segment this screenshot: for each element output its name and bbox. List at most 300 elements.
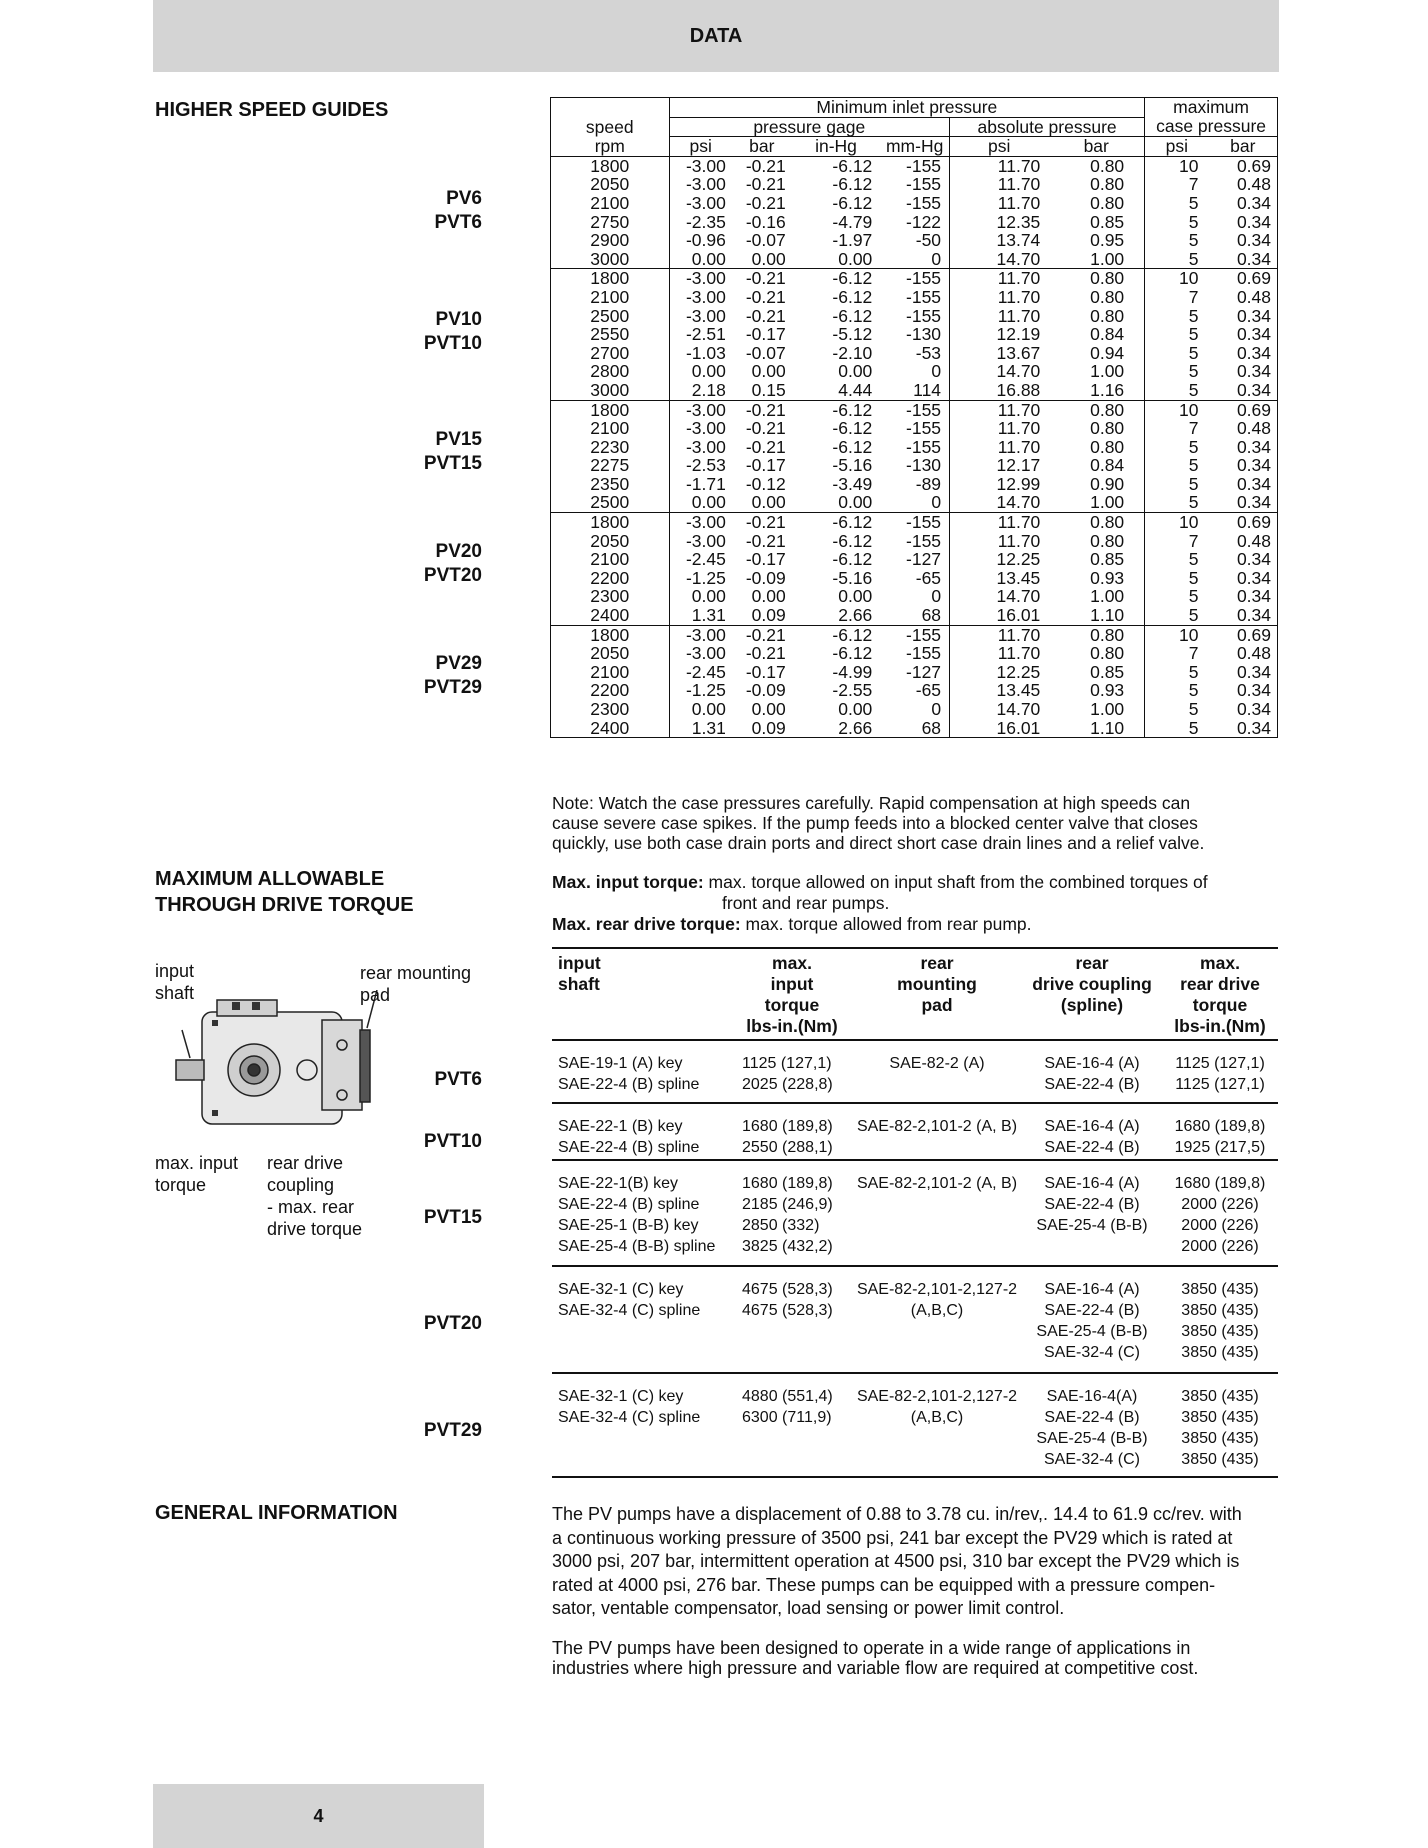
case-psi-header: psi xyxy=(1145,137,1209,157)
speed-cell: -0.17 xyxy=(745,324,786,345)
speed-cell: -6.12 xyxy=(792,400,881,419)
speed-cell: 5 xyxy=(1188,473,1199,494)
speed-row xyxy=(551,288,1278,307)
speed-cell: 11.70 xyxy=(950,288,1049,307)
speed-cell: 11.70 xyxy=(950,156,1049,175)
speed-row xyxy=(551,325,1278,344)
speed-row xyxy=(551,700,1278,719)
speed-cell: 2400 xyxy=(551,719,670,738)
speed-cell: 12.19 xyxy=(950,325,1049,344)
speed-cell: 1.31 xyxy=(669,606,732,625)
cell-line: SAE-22-4 (B) spline xyxy=(558,1139,700,1156)
abs-bar-header: bar xyxy=(1048,137,1144,157)
cell-line: SAE-82-2,101-2,127-2 xyxy=(856,1281,1018,1298)
speed-row xyxy=(551,400,1278,419)
speed-cell: 0 xyxy=(931,492,942,513)
speed-cell: -6.12 xyxy=(792,625,881,644)
speed-cell: 11.70 xyxy=(950,532,1049,551)
speed-cell: -6.12 xyxy=(832,418,873,439)
speed-cell: 0.80 xyxy=(1048,625,1144,644)
speed-cell: -0.09 xyxy=(745,680,786,701)
psi-header: psi xyxy=(669,137,732,157)
speed-cell: -89 xyxy=(915,473,942,494)
speed-cell: 0.00 xyxy=(751,699,786,719)
speed-cell: 0.48 xyxy=(1209,175,1278,194)
input-shaft-label: input shaft xyxy=(155,961,195,1003)
speed-cell: 10 xyxy=(1145,625,1209,644)
speed-cell: 0.00 xyxy=(669,587,732,606)
speed-cell: 0.34 xyxy=(1209,550,1278,569)
speed-cell: 2100 xyxy=(551,419,670,438)
page-number: 4 xyxy=(313,1805,324,1826)
speed-cell: -6.12 xyxy=(792,513,881,532)
header-title: DATA xyxy=(689,24,743,47)
torque-cell xyxy=(1164,1386,1276,1470)
speed-cell: -6.12 xyxy=(832,305,873,326)
speed-cell: -0.21 xyxy=(745,286,786,307)
speed-cell: -50 xyxy=(915,230,942,251)
cell-line: SAE-22-4 (B) xyxy=(1044,1302,1140,1319)
speed-cell: 0.34 xyxy=(1209,362,1278,381)
speed-cell: 0.34 xyxy=(1209,307,1278,326)
speed-cell: 11.70 xyxy=(950,175,1049,194)
header-rear-drive-coupling xyxy=(1022,949,1162,1016)
speed-cell: 16.01 xyxy=(950,606,1049,625)
speed-cell: 16.01 xyxy=(950,719,1049,738)
speed-cell: 1800 xyxy=(551,625,670,644)
speed-cell: -0.21 xyxy=(745,436,786,457)
speed-cell: -2.45 xyxy=(669,663,732,682)
speed-cell: 0.80 xyxy=(1048,438,1144,457)
header-line: torque xyxy=(1192,995,1248,1015)
speed-cell: 0.34 xyxy=(1209,456,1278,475)
speed-cell: -155 xyxy=(906,192,942,213)
torque-cell xyxy=(852,1053,1022,1074)
speed-row xyxy=(551,438,1278,457)
speed-cell: 2100 xyxy=(551,550,670,569)
speed-cell: 1.10 xyxy=(1048,606,1144,625)
torque-table-header xyxy=(552,947,1278,1041)
cell-line: 2000 (226) xyxy=(1181,1238,1259,1255)
torque-table-body xyxy=(552,1041,1278,1478)
speed-cell: 0.00 xyxy=(838,586,873,607)
paragraph-line: The PV pumps have a displacement of 0.88 to 3.78 cu. in/rev,. 14.4 to 61.9 cc/rev. with xyxy=(552,1504,1242,1524)
speed-cell: 5 xyxy=(1188,549,1199,570)
speed-cell: -0.96 xyxy=(669,231,732,250)
speed-cell: 11.70 xyxy=(950,419,1049,438)
speed-cell: 2050 xyxy=(551,175,670,194)
speed-cell: 0.34 xyxy=(1209,438,1278,457)
speed-cell: -3.00 xyxy=(669,644,732,663)
speed-row xyxy=(551,419,1278,438)
input-torque-text: max. torque allowed on input shaft from the combined torques of xyxy=(708,872,1208,892)
speed-row xyxy=(551,569,1278,588)
speed-cell: 14.70 xyxy=(950,700,1049,719)
speed-row xyxy=(551,269,1278,288)
rear-drive-coupling-label: rear drive coupling - max. rear drive torque xyxy=(267,1153,363,1239)
torque-model-label: PVT6 xyxy=(434,1069,482,1090)
speed-cell: -2.45 xyxy=(669,550,732,569)
section-title-speed-guides: HIGHER SPEED GUIDES xyxy=(155,99,389,121)
speed-cell: -3.00 xyxy=(669,156,732,175)
cell-line: SAE-22-4 (B) xyxy=(1044,1076,1140,1093)
speed-cell: 11.70 xyxy=(950,513,1049,532)
speed-cell: -0.21 xyxy=(745,643,786,664)
speed-row xyxy=(551,362,1278,381)
speed-cell: 5 xyxy=(1188,661,1199,682)
speed-row xyxy=(551,344,1278,363)
speed-cell: -1.25 xyxy=(669,681,732,700)
torque-model-label: PVT20 xyxy=(423,1313,482,1334)
speed-cell: 0 xyxy=(931,586,942,607)
torque-title-line: THROUGH DRIVE TORQUE xyxy=(155,894,414,916)
header-line: input xyxy=(558,953,601,973)
cell-line: SAE-16-4 (A) xyxy=(1044,1055,1140,1072)
speed-cell: -2.51 xyxy=(669,325,732,344)
cell-line: SAE-16-4(A) xyxy=(1046,1388,1138,1405)
speed-cell: -127 xyxy=(906,661,942,682)
cell-line: SAE-32-1 (C) key xyxy=(558,1388,684,1405)
cell-line: 1680 (189,8) xyxy=(1174,1118,1266,1135)
speed-row xyxy=(551,663,1278,682)
page-header xyxy=(153,0,1279,72)
speed-cell: 2750 xyxy=(551,213,670,232)
speed-cell: -6.12 xyxy=(832,530,873,551)
header-line: rear xyxy=(920,953,954,973)
torque-cell xyxy=(742,1279,842,1321)
speed-cell: 7 xyxy=(1188,174,1199,195)
rear-mounting-pad-label: rear mounting pad xyxy=(360,963,472,1005)
cell-line: SAE-16-4 (A) xyxy=(1044,1118,1140,1135)
torque-cell xyxy=(558,1116,748,1158)
speed-cell: -155 xyxy=(906,174,942,195)
torque-cell xyxy=(1022,1386,1162,1470)
cell-line: 2000 (226) xyxy=(1181,1196,1259,1213)
speed-cell: -155 xyxy=(906,418,942,439)
speed-cell: 0.69 xyxy=(1209,513,1278,532)
speed-cell: -53 xyxy=(915,342,942,363)
speed-cell: -5.16 xyxy=(832,567,873,588)
speed-cell: 2050 xyxy=(551,644,670,663)
torque-definitions xyxy=(552,872,1208,935)
cell-line: SAE-25-4 (B-B) xyxy=(1036,1217,1148,1234)
cell-line: 3850 (435) xyxy=(1181,1323,1259,1340)
cell-line: SAE-82-2,101-2 (A, B) xyxy=(856,1118,1018,1135)
speed-cell: 0.85 xyxy=(1048,663,1144,682)
speed-row xyxy=(551,493,1278,512)
speed-cell: 0.93 xyxy=(1048,681,1144,700)
header-line: torque xyxy=(764,995,820,1015)
speed-cell: 11.70 xyxy=(950,644,1049,663)
speed-row xyxy=(551,532,1278,551)
speed-cell: 4.44 xyxy=(838,379,873,400)
paragraph-line: industries where high pressure and variable flow are required at competitive cost. xyxy=(552,1658,1199,1678)
speed-cell: 5 xyxy=(1188,436,1199,457)
general-paragraph-1 xyxy=(552,1503,1280,1621)
speed-cell: 0.34 xyxy=(1209,587,1278,606)
speed-cell: 5 xyxy=(1188,586,1199,607)
speed-cell: -2.10 xyxy=(832,342,873,363)
cell-line: SAE-25-4 (B-B) xyxy=(1036,1323,1148,1340)
cell-line: 2185 (246,9) xyxy=(742,1196,833,1213)
speed-cell: 12.99 xyxy=(950,475,1049,494)
cell-line: 2000 (226) xyxy=(1181,1217,1259,1234)
pump-illustration xyxy=(172,990,407,1165)
cell-line: 2850 (332) xyxy=(742,1217,820,1234)
speed-cell: 5 xyxy=(1188,324,1199,345)
cell-line: (A,B,C) xyxy=(910,1302,964,1319)
torque-cell xyxy=(1022,1173,1162,1236)
speed-cell: 0.80 xyxy=(1048,269,1144,288)
speed-cell: 1.00 xyxy=(1048,493,1144,512)
cell-line: 4675 (528,3) xyxy=(742,1302,833,1319)
torque-model-label: PVT15 xyxy=(423,1207,482,1228)
bar-header: bar xyxy=(732,137,792,157)
speed-cell: -0.21 xyxy=(732,513,792,532)
torque-cell xyxy=(742,1116,842,1158)
speed-cell: 13.45 xyxy=(950,681,1049,700)
header-line: (spline) xyxy=(1060,995,1124,1015)
speed-cell: 14.70 xyxy=(950,493,1049,512)
speed-cell: 0.69 xyxy=(1209,156,1278,175)
speed-cell: -4.79 xyxy=(832,211,873,232)
speed-cell: -0.21 xyxy=(745,305,786,326)
header-line: pad xyxy=(921,995,953,1015)
cell-line: SAE-22-4 (B) spline xyxy=(558,1076,700,1093)
header-line: lbs-in.(Nm) xyxy=(746,1016,838,1036)
speed-cell: 2500 xyxy=(551,307,670,326)
header-line: drive coupling xyxy=(1032,974,1152,994)
speed-cell: 2500 xyxy=(551,493,670,512)
speed-cell: 7 xyxy=(1188,643,1199,664)
speed-row xyxy=(551,456,1278,475)
speed-cell: 0.80 xyxy=(1048,644,1144,663)
speed-cell: -155 xyxy=(906,530,942,551)
speed-cell: -0.21 xyxy=(732,269,792,288)
speed-cell: 1.16 xyxy=(1048,381,1144,400)
speed-cell: 5 xyxy=(1145,719,1209,738)
cell-line: SAE-25-4 (B-B) xyxy=(1036,1430,1148,1447)
speed-cell: 0.34 xyxy=(1209,569,1278,588)
speed-cell: -1.03 xyxy=(669,344,732,363)
speed-cell: -3.49 xyxy=(832,473,873,494)
speed-cell: 1.00 xyxy=(1048,250,1144,269)
header-line: mounting xyxy=(897,974,977,994)
speed-cell: -155 xyxy=(880,400,949,419)
speed-cell: 0.34 xyxy=(1209,231,1278,250)
speed-cell: 10 xyxy=(1145,156,1209,175)
speed-cell: 2550 xyxy=(551,325,670,344)
speed-cell: -3.00 xyxy=(669,513,732,532)
case-pressure-header: case pressure xyxy=(1145,117,1278,137)
speed-cell: 5 xyxy=(1188,342,1199,363)
speed-cell: 10 xyxy=(1145,400,1209,419)
speed-cell: -6.12 xyxy=(832,192,873,213)
speed-cell: -130 xyxy=(906,324,942,345)
speed-cell: -6.12 xyxy=(832,436,873,457)
speed-cell: 0.34 xyxy=(1209,194,1278,213)
case-pressure-note xyxy=(552,793,1204,853)
cell-line: SAE-25-1 (B-B) key xyxy=(558,1217,699,1234)
speed-cell: 0.34 xyxy=(1209,213,1278,232)
speed-cell: 2400 xyxy=(551,606,670,625)
min-inlet-header: Minimum inlet pressure xyxy=(669,98,1145,118)
speed-cell: 5 xyxy=(1188,211,1199,232)
section-title-torque xyxy=(155,866,414,918)
cell-line: SAE-32-4 (C) xyxy=(1043,1344,1141,1361)
speed-cell: 0.34 xyxy=(1209,493,1278,512)
torque-group xyxy=(552,1267,1278,1374)
speed-cell: 2900 xyxy=(551,231,670,250)
speed-cell: 0.15 xyxy=(751,379,786,400)
input-torque-text-cont: front and rear pumps. xyxy=(722,893,890,913)
cell-line: 3850 (435) xyxy=(1181,1430,1259,1447)
torque-cell xyxy=(558,1173,748,1257)
speed-cell: 2800 xyxy=(551,362,670,381)
cell-line: 2550 (288,1) xyxy=(742,1139,833,1156)
input-torque-label: Max. input torque: xyxy=(552,872,704,892)
speed-cell: -0.21 xyxy=(732,400,792,419)
speed-cell: 2100 xyxy=(551,288,670,307)
speed-cell: 16.88 xyxy=(950,381,1049,400)
speed-cell: 0.69 xyxy=(1209,625,1278,644)
speed-cell: 0.34 xyxy=(1209,681,1278,700)
case-bar-header: bar xyxy=(1209,137,1278,157)
speed-cell: 0.34 xyxy=(1209,475,1278,494)
model-name: PVT15 xyxy=(423,453,482,475)
speed-cell: -0.21 xyxy=(745,418,786,439)
speed-cell: -0.21 xyxy=(745,192,786,213)
speed-cell: 0.94 xyxy=(1048,344,1144,363)
cell-line: 2025 (228,8) xyxy=(742,1076,833,1093)
speed-cell: 0.48 xyxy=(1209,419,1278,438)
rear-torque-label: Max. rear drive torque: xyxy=(552,914,741,934)
speed-cell: 0.00 xyxy=(669,493,732,512)
speed-cell: 1800 xyxy=(551,269,670,288)
speed-cell: -0.17 xyxy=(745,455,786,476)
speed-cell: 5 xyxy=(1188,699,1199,719)
cell-line: 3850 (435) xyxy=(1181,1451,1259,1468)
speed-cell: -0.21 xyxy=(745,174,786,195)
speed-cell: -0.07 xyxy=(745,342,786,363)
header-line: max. xyxy=(772,953,812,973)
speed-cell: 7 xyxy=(1188,530,1199,551)
speed-cell: 0 xyxy=(931,248,942,269)
speed-cell: 10 xyxy=(1145,269,1209,288)
speed-cell: 14.70 xyxy=(950,587,1049,606)
speed-cell: 12.35 xyxy=(950,213,1049,232)
speed-cell: -155 xyxy=(880,513,949,532)
speed-cell: 2275 xyxy=(551,456,670,475)
header-max-input-torque xyxy=(732,949,852,1037)
cell-line: 3850 (435) xyxy=(1181,1281,1259,1298)
cell-line: 3850 (435) xyxy=(1181,1344,1259,1361)
rear-torque-text: max. torque allowed from rear pump. xyxy=(745,914,1032,934)
speed-cell: 5 xyxy=(1188,379,1199,400)
torque-cell xyxy=(1022,1053,1162,1095)
header-line: lbs-in.(Nm) xyxy=(1174,1016,1266,1036)
speed-cell: 0 xyxy=(931,361,942,382)
speed-cell: 0.48 xyxy=(1209,532,1278,551)
cell-line: SAE-82-2 (A) xyxy=(889,1055,985,1072)
speed-cell: -0.17 xyxy=(745,549,786,570)
speed-cell: -2.55 xyxy=(832,680,873,701)
speed-cell: 0.34 xyxy=(1209,344,1278,363)
cell-line: SAE-19-1 (A) key xyxy=(558,1055,683,1072)
speed-cell: 2.66 xyxy=(838,605,873,626)
cell-line: SAE-22-4 (B) xyxy=(1044,1409,1140,1426)
header-rear-mounting-pad xyxy=(852,949,1022,1016)
rpm-header: rpm xyxy=(551,137,670,157)
torque-cell xyxy=(558,1053,748,1095)
speed-cell: -4.99 xyxy=(832,661,873,682)
speed-cell: 0.34 xyxy=(1209,719,1278,738)
speed-cell: 5 xyxy=(1188,680,1199,701)
speed-cell: 0.00 xyxy=(669,700,732,719)
speed-cell: -6.12 xyxy=(832,174,873,195)
speed-cell: 0 xyxy=(931,699,942,719)
speed-cell: 0.00 xyxy=(838,361,873,382)
speed-cell: -3.00 xyxy=(669,307,732,326)
model-label xyxy=(424,540,482,588)
cell-line: 4880 (551,4) xyxy=(742,1388,833,1405)
torque-cell xyxy=(742,1173,842,1257)
speed-cell: 5 xyxy=(1188,305,1199,326)
speed-cell: 5 xyxy=(1188,248,1199,269)
cell-line: 4675 (528,3) xyxy=(742,1281,833,1298)
speed-cell: -2.35 xyxy=(669,213,732,232)
speed-cell: 2.66 xyxy=(792,719,881,738)
speed-cell: 11.70 xyxy=(950,269,1049,288)
speed-cell: 7 xyxy=(1188,286,1199,307)
speed-cell: 11.70 xyxy=(950,400,1049,419)
speed-cell: -6.12 xyxy=(832,643,873,664)
speed-cell: -3.00 xyxy=(669,269,732,288)
speed-cell: 2700 xyxy=(551,344,670,363)
torque-model-label: PVT29 xyxy=(423,1420,482,1441)
speed-cell: 0.80 xyxy=(1048,307,1144,326)
speed-cell: -3.00 xyxy=(669,625,732,644)
model-label xyxy=(424,308,482,356)
speed-cell: 0.00 xyxy=(838,492,873,513)
paragraph-line: The PV pumps have been designed to operate in a wide range of applications in xyxy=(552,1638,1191,1658)
torque-group xyxy=(552,1041,1278,1104)
speed-cell: 14.70 xyxy=(950,362,1049,381)
speed-cell: -0.21 xyxy=(745,530,786,551)
torque-cell xyxy=(742,1053,842,1095)
note-line: quickly, use both case drain ports and direct short case drain lines and a relief valve. xyxy=(552,833,1205,853)
speed-cell: 2050 xyxy=(551,532,670,551)
cell-line: SAE-16-4 (A) xyxy=(1044,1175,1140,1192)
model-name: PV10 xyxy=(435,308,482,330)
speed-cell: 0.85 xyxy=(1048,550,1144,569)
speed-cell: -3.00 xyxy=(669,175,732,194)
header-line: rear drive xyxy=(1180,974,1260,994)
speed-cell: 0.00 xyxy=(838,699,873,719)
model-name: PV6 xyxy=(446,187,482,209)
speed-row xyxy=(551,194,1278,213)
speed-cell: 0.00 xyxy=(669,362,732,381)
cell-line: SAE-16-4 (A) xyxy=(1044,1281,1140,1298)
speed-cell: 0.93 xyxy=(1048,569,1144,588)
speed-cell: -1.97 xyxy=(832,230,873,251)
speed-cell: 0.00 xyxy=(838,248,873,269)
speed-cell: -6.12 xyxy=(792,269,881,288)
speed-cell: 0.80 xyxy=(1048,156,1144,175)
speed-cell: -127 xyxy=(906,549,942,570)
torque-cell xyxy=(1022,1279,1162,1363)
speed-cell: 2300 xyxy=(551,700,670,719)
